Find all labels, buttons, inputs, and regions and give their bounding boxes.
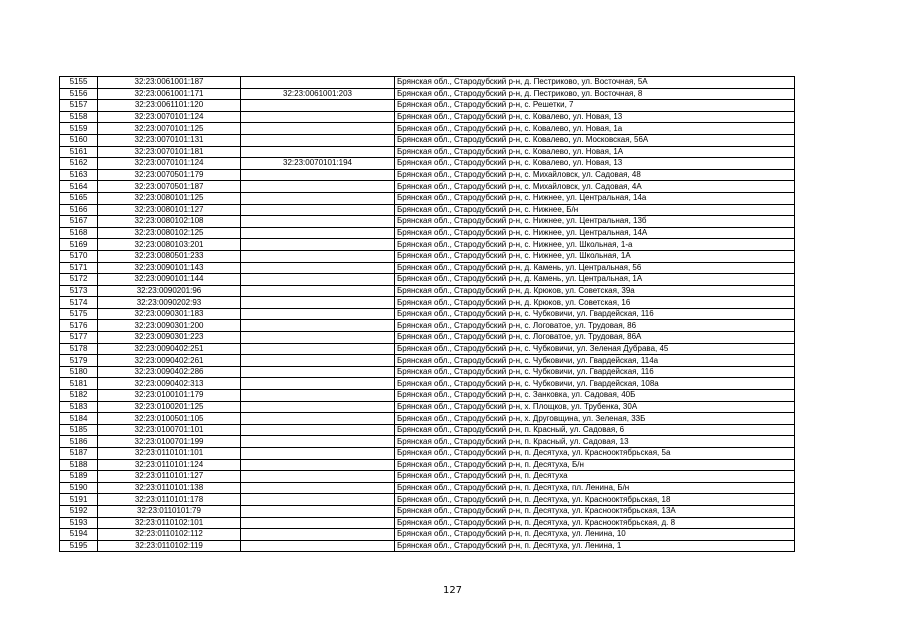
cadastral-number-cell: 32:23:0070501:179 xyxy=(98,169,241,181)
linked-cadastral-number-cell xyxy=(241,459,395,471)
table-row xyxy=(60,216,795,228)
table-row xyxy=(60,250,795,262)
cadastral-number-cell: 32:23:0110102:101 xyxy=(98,517,241,529)
address-cell: Брянская обл., Стародубский р-н, с. Чубковичи, ул. Зеленая Дубрава, 45 xyxy=(395,343,795,355)
row-number-cell: 5171 xyxy=(60,262,98,274)
address-cell: Брянская обл., Стародубский р-н, с. Михайловск, ул. Садовая, 48 xyxy=(395,169,795,181)
row-number-cell: 5161 xyxy=(60,146,98,158)
cadastral-number-cell: 32:23:0090301:223 xyxy=(98,332,241,344)
row-number-cell: 5162 xyxy=(60,158,98,170)
linked-cadastral-number-cell xyxy=(241,146,395,158)
linked-cadastral-number-cell xyxy=(241,436,395,448)
address-cell: Брянская обл., Стародубский р-н, с. Нижнее, ул. Школьная, 1-а xyxy=(395,239,795,251)
table-row xyxy=(60,320,795,332)
address-cell: Брянская обл., Стародубский р-н, х. Друговщина, ул. Зеленая, 33Б xyxy=(395,413,795,425)
row-number-cell: 5176 xyxy=(60,320,98,332)
address-cell: Брянская обл., Стародубский р-н, п. Десятуха, ул. Ленина, 10 xyxy=(395,529,795,541)
row-number-cell: 5177 xyxy=(60,332,98,344)
linked-cadastral-number-cell xyxy=(241,77,395,89)
linked-cadastral-number-cell xyxy=(241,540,395,552)
linked-cadastral-number-cell xyxy=(241,355,395,367)
cadastral-number-cell: 32:23:0100101:179 xyxy=(98,390,241,402)
address-cell: Брянская обл., Стародубский р-н, с. Логоватое, ул. Трудовая, 86А xyxy=(395,332,795,344)
linked-cadastral-number-cell xyxy=(241,424,395,436)
table-row xyxy=(60,343,795,355)
address-cell: Брянская обл., Стародубский р-н, с. Нижнее, ул. Центральная, 14а xyxy=(395,192,795,204)
table-row xyxy=(60,390,795,402)
address-cell: Брянская обл., Стародубский р-н, с. Чубковичи, ул. Гвардейская, 114а xyxy=(395,355,795,367)
linked-cadastral-number-cell: 32:23:0061001:203 xyxy=(241,88,395,100)
row-number-cell: 5180 xyxy=(60,366,98,378)
cadastral-number-cell: 32:23:0100701:101 xyxy=(98,424,241,436)
cadastral-number-cell: 32:23:0070101:124 xyxy=(98,111,241,123)
linked-cadastral-number-cell xyxy=(241,216,395,228)
cadastral-number-cell: 32:23:0100501:105 xyxy=(98,413,241,425)
address-cell: Брянская обл., Стародубский р-н, п. Красный, ул. Садовая, 13 xyxy=(395,436,795,448)
row-number-cell: 5190 xyxy=(60,482,98,494)
row-number-cell: 5174 xyxy=(60,297,98,309)
table-row xyxy=(60,100,795,112)
row-number-cell: 5189 xyxy=(60,471,98,483)
table-row xyxy=(60,158,795,170)
row-number-cell: 5185 xyxy=(60,424,98,436)
table-row xyxy=(60,227,795,239)
row-number-cell: 5167 xyxy=(60,216,98,228)
cadastral-number-cell: 32:23:0110102:119 xyxy=(98,540,241,552)
row-number-cell: 5179 xyxy=(60,355,98,367)
address-cell: Брянская обл., Стародубский р-н, п. Десятуха, ул. Краснооктябрьская, 5а xyxy=(395,448,795,460)
address-cell: Брянская обл., Стародубский р-н, с. Решетки, 7 xyxy=(395,100,795,112)
linked-cadastral-number-cell xyxy=(241,390,395,402)
address-cell: Брянская обл., Стародубский р-н, с. Занковка, ул. Садовая, 40Б xyxy=(395,390,795,402)
address-cell: Брянская обл., Стародубский р-н, п. Десятуха, ул. Краснооктябрьская, 18 xyxy=(395,494,795,506)
table-row xyxy=(60,459,795,471)
row-number-cell: 5178 xyxy=(60,343,98,355)
table-row xyxy=(60,494,795,506)
address-cell: Брянская обл., Стародубский р-н, д. Крюков, ул. Советская, 16 xyxy=(395,297,795,309)
linked-cadastral-number-cell xyxy=(241,111,395,123)
cadastral-number-cell: 32:23:0090402:286 xyxy=(98,366,241,378)
page-number: 127 xyxy=(442,585,463,596)
table-row xyxy=(60,366,795,378)
row-number-cell: 5188 xyxy=(60,459,98,471)
table-row xyxy=(60,401,795,413)
linked-cadastral-number-cell xyxy=(241,448,395,460)
cadastral-number-cell: 32:23:0070101:131 xyxy=(98,134,241,146)
table-row xyxy=(60,204,795,216)
linked-cadastral-number-cell xyxy=(241,123,395,135)
cadastral-number-cell: 32:23:0080101:127 xyxy=(98,204,241,216)
address-cell: Брянская обл., Стародубский р-н, д. Крюков, ул. Советская, 39а xyxy=(395,285,795,297)
linked-cadastral-number-cell xyxy=(241,169,395,181)
linked-cadastral-number-cell xyxy=(241,494,395,506)
address-cell: Брянская обл., Стародубский р-н, с. Ковалево, ул. Новая, 1а xyxy=(395,123,795,135)
table-row xyxy=(60,471,795,483)
address-cell: Брянская обл., Стародубский р-н, с. Ковалево, ул. Московская, 56А xyxy=(395,134,795,146)
table-row xyxy=(60,505,795,517)
cadastral-number-cell: 32:23:0110101:138 xyxy=(98,482,241,494)
address-cell: Брянская обл., Стародубский р-н, п. Десятуха, ул. Краснооктябрьская, 13А xyxy=(395,505,795,517)
cadastral-number-cell: 32:23:0080101:125 xyxy=(98,192,241,204)
address-cell: Брянская обл., Стародубский р-н, с. Ковалево, ул. Новая, 13 xyxy=(395,111,795,123)
linked-cadastral-number-cell xyxy=(241,413,395,425)
address-cell: Брянская обл., Стародубский р-н, п. Десятуха, ул. Краснооктябрьская, д. 8 xyxy=(395,517,795,529)
address-cell: Брянская обл., Стародубский р-н, с. Чубковичи, ул. Гвардейская, 116 xyxy=(395,366,795,378)
row-number-cell: 5170 xyxy=(60,250,98,262)
linked-cadastral-number-cell xyxy=(241,227,395,239)
row-number-cell: 5187 xyxy=(60,448,98,460)
address-cell: Брянская обл., Стародубский р-н, п. Десятуха, Б/н xyxy=(395,459,795,471)
linked-cadastral-number-cell xyxy=(241,401,395,413)
cadastral-number-cell: 32:23:0100701:199 xyxy=(98,436,241,448)
table-row xyxy=(60,134,795,146)
row-number-cell: 5166 xyxy=(60,204,98,216)
cadastral-number-cell: 32:23:0070101:181 xyxy=(98,146,241,158)
cadastral-number-cell: 32:23:0070501:187 xyxy=(98,181,241,193)
linked-cadastral-number-cell xyxy=(241,181,395,193)
cadastral-number-cell: 32:23:0090301:200 xyxy=(98,320,241,332)
cadastral-number-cell: 32:23:0090101:143 xyxy=(98,262,241,274)
table-row xyxy=(60,424,795,436)
address-cell: Брянская обл., Стародубский р-н, с. Чубковичи, ул. Гвардейская, 108а xyxy=(395,378,795,390)
cadastral-number-cell: 32:23:0110101:79 xyxy=(98,505,241,517)
table-row xyxy=(60,436,795,448)
address-cell: Брянская обл., Стародубский р-н, с. Михайловск, ул. Садовая, 4А xyxy=(395,181,795,193)
table-row xyxy=(60,274,795,286)
table-row xyxy=(60,192,795,204)
cadastral-number-cell: 32:23:0090101:144 xyxy=(98,274,241,286)
table-row xyxy=(60,169,795,181)
address-cell: Брянская обл., Стародубский р-н, п. Десятуха xyxy=(395,471,795,483)
cadastral-number-cell: 32:23:0110102:112 xyxy=(98,529,241,541)
linked-cadastral-number-cell xyxy=(241,134,395,146)
linked-cadastral-number-cell xyxy=(241,471,395,483)
row-number-cell: 5169 xyxy=(60,239,98,251)
row-number-cell: 5164 xyxy=(60,181,98,193)
linked-cadastral-number-cell xyxy=(241,239,395,251)
address-cell: Брянская обл., Стародубский р-н, п. Десятуха, ул. Ленина, 1 xyxy=(395,540,795,552)
cadastral-number-cell: 32:23:0100201:125 xyxy=(98,401,241,413)
table-row xyxy=(60,285,795,297)
cadastral-number-cell: 32:23:0080102:108 xyxy=(98,216,241,228)
row-number-cell: 5160 xyxy=(60,134,98,146)
row-number-cell: 5163 xyxy=(60,169,98,181)
address-cell: Брянская обл., Стародубский р-н, д. Пестриково, ул. Восточная, 8 xyxy=(395,88,795,100)
table-row xyxy=(60,308,795,320)
row-number-cell: 5172 xyxy=(60,274,98,286)
table-row xyxy=(60,540,795,552)
address-cell: Брянская обл., Стародубский р-н, с. Нижнее, ул. Центральная, 13б xyxy=(395,216,795,228)
cadastral-number-cell: 32:23:0080102:125 xyxy=(98,227,241,239)
linked-cadastral-number-cell xyxy=(241,343,395,355)
linked-cadastral-number-cell xyxy=(241,332,395,344)
linked-cadastral-number-cell xyxy=(241,250,395,262)
linked-cadastral-number-cell xyxy=(241,262,395,274)
cadastral-number-cell: 32:23:0061001:171 xyxy=(98,88,241,100)
row-number-cell: 5173 xyxy=(60,285,98,297)
cadastral-number-cell: 32:23:0061101:120 xyxy=(98,100,241,112)
linked-cadastral-number-cell xyxy=(241,308,395,320)
row-number-cell: 5168 xyxy=(60,227,98,239)
table-row xyxy=(60,355,795,367)
cadastral-number-cell: 32:23:0061001:187 xyxy=(98,77,241,89)
row-number-cell: 5158 xyxy=(60,111,98,123)
table-row xyxy=(60,482,795,494)
table-row xyxy=(60,448,795,460)
row-number-cell: 5155 xyxy=(60,77,98,89)
linked-cadastral-number-cell xyxy=(241,274,395,286)
row-number-cell: 5183 xyxy=(60,401,98,413)
row-number-cell: 5192 xyxy=(60,505,98,517)
linked-cadastral-number-cell xyxy=(241,297,395,309)
address-cell: Брянская обл., Стародубский р-н, п. Десятуха, пл. Ленина, Б/н xyxy=(395,482,795,494)
address-cell: Брянская обл., Стародубский р-н, д. Камень, ул. Центральная, 1А xyxy=(395,274,795,286)
cadastral-number-cell: 32:23:0090301:183 xyxy=(98,308,241,320)
cadastral-number-cell: 32:23:0110101:127 xyxy=(98,471,241,483)
address-cell: Брянская обл., Стародубский р-н, д. Камень, ул. Центральная, 56 xyxy=(395,262,795,274)
linked-cadastral-number-cell xyxy=(241,378,395,390)
address-cell: Брянская обл., Стародубский р-н, с. Чубковичи, ул. Гвардейская, 116 xyxy=(395,308,795,320)
row-number-cell: 5165 xyxy=(60,192,98,204)
cadastral-number-cell: 32:23:0110101:124 xyxy=(98,459,241,471)
row-number-cell: 5194 xyxy=(60,529,98,541)
address-cell: Брянская обл., Стародубский р-н, х. Площков, ул. Трубенка, 30А xyxy=(395,401,795,413)
table-row xyxy=(60,262,795,274)
cadastral-number-cell: 32:23:0090201:96 xyxy=(98,285,241,297)
address-cell: Брянская обл., Стародубский р-н, с. Логоватое, ул. Трудовая, 86 xyxy=(395,320,795,332)
row-number-cell: 5175 xyxy=(60,308,98,320)
linked-cadastral-number-cell xyxy=(241,505,395,517)
row-number-cell: 5182 xyxy=(60,390,98,402)
address-cell: Брянская обл., Стародубский р-н, с. Нижнее, ул. Центральная, 14А xyxy=(395,227,795,239)
address-cell: Брянская обл., Стародубский р-н, с. Нижнее, Б/н xyxy=(395,204,795,216)
table-row xyxy=(60,123,795,135)
row-number-cell: 5184 xyxy=(60,413,98,425)
address-cell: Брянская обл., Стародубский р-н, с. Ковалево, ул. Новая, 13 xyxy=(395,158,795,170)
table-row xyxy=(60,77,795,89)
cadastral-number-cell: 32:23:0070101:124 xyxy=(98,158,241,170)
address-cell: Брянская обл., Стародубский р-н, с. Ковалево, ул. Новая, 1А xyxy=(395,146,795,158)
linked-cadastral-number-cell xyxy=(241,204,395,216)
cadastral-number-cell: 32:23:0090202:93 xyxy=(98,297,241,309)
property-registry-table xyxy=(59,76,795,552)
address-cell: Брянская обл., Стародубский р-н, д. Пестриково, ул. Восточная, 5А xyxy=(395,77,795,89)
table-row xyxy=(60,239,795,251)
row-number-cell: 5186 xyxy=(60,436,98,448)
linked-cadastral-number-cell xyxy=(241,192,395,204)
cadastral-number-cell: 32:23:0090402:251 xyxy=(98,343,241,355)
linked-cadastral-number-cell xyxy=(241,100,395,112)
cadastral-number-cell: 32:23:0110101:178 xyxy=(98,494,241,506)
row-number-cell: 5159 xyxy=(60,123,98,135)
table-row xyxy=(60,413,795,425)
row-number-cell: 5195 xyxy=(60,540,98,552)
table-row xyxy=(60,146,795,158)
table-row xyxy=(60,529,795,541)
linked-cadastral-number-cell xyxy=(241,482,395,494)
linked-cadastral-number-cell xyxy=(241,285,395,297)
linked-cadastral-number-cell xyxy=(241,529,395,541)
table-row xyxy=(60,517,795,529)
address-cell: Брянская обл., Стародубский р-н, с. Нижнее, ул. Школьная, 1А xyxy=(395,250,795,262)
linked-cadastral-number-cell xyxy=(241,320,395,332)
linked-cadastral-number-cell xyxy=(241,366,395,378)
row-number-cell: 5193 xyxy=(60,517,98,529)
table-row xyxy=(60,332,795,344)
row-number-cell: 5181 xyxy=(60,378,98,390)
cadastral-number-cell: 32:23:0090402:261 xyxy=(98,355,241,367)
row-number-cell: 5156 xyxy=(60,88,98,100)
address-cell: Брянская обл., Стародубский р-н, п. Красный, ул. Садовая, 6 xyxy=(395,424,795,436)
row-number-cell: 5191 xyxy=(60,494,98,506)
cadastral-number-cell: 32:23:0080501:233 xyxy=(98,250,241,262)
cadastral-number-cell: 32:23:0090402:313 xyxy=(98,378,241,390)
table-row xyxy=(60,297,795,309)
table-row xyxy=(60,88,795,100)
row-number-cell: 5157 xyxy=(60,100,98,112)
linked-cadastral-number-cell xyxy=(241,517,395,529)
table-body xyxy=(60,77,795,552)
cadastral-number-cell: 32:23:0080103:201 xyxy=(98,239,241,251)
cadastral-number-cell: 32:23:0110101:101 xyxy=(98,448,241,460)
table-row xyxy=(60,111,795,123)
table-row xyxy=(60,181,795,193)
table-row xyxy=(60,378,795,390)
cadastral-number-cell: 32:23:0070101:125 xyxy=(98,123,241,135)
linked-cadastral-number-cell: 32:23:0070101:194 xyxy=(241,158,395,170)
